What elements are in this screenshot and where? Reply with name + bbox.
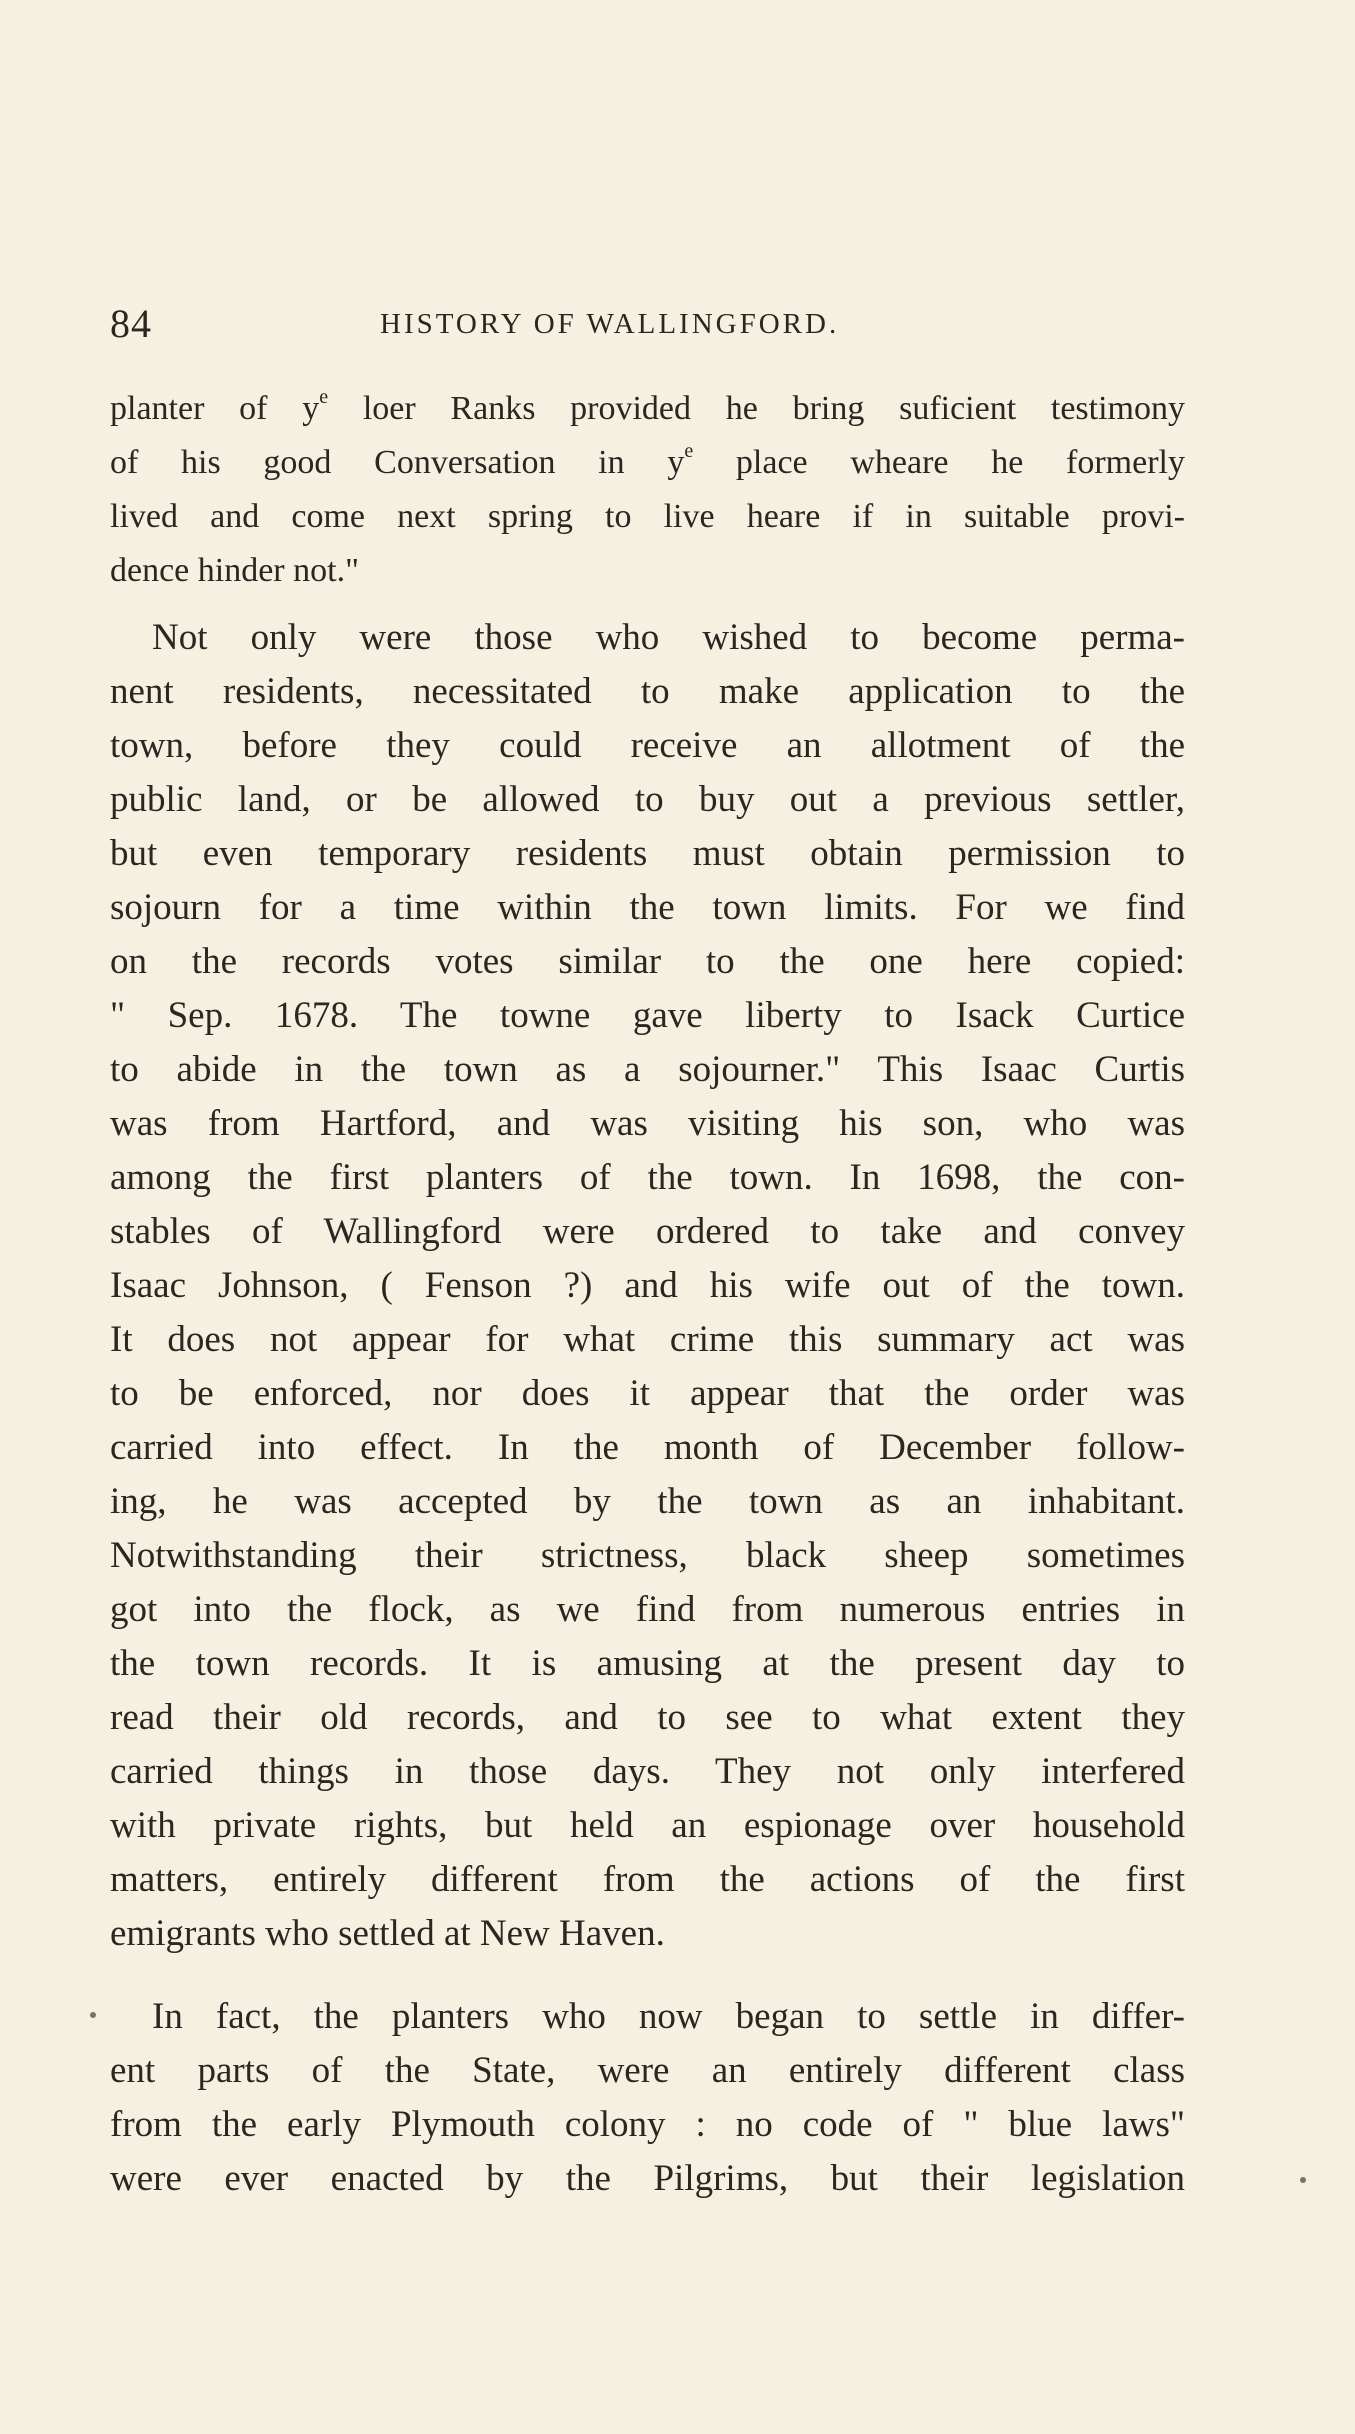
superscript-e: e [684, 440, 694, 462]
text-line: public land, or be allowed to buy out a previous settler, [110, 779, 1185, 820]
text-line: In fact, the planters who now began to settle in differ- [152, 1996, 1185, 2037]
text-line: among the first planters of the town. In 1698, the con- [110, 1157, 1185, 1198]
text-line: It does not appear for what crime this summary act was [110, 1319, 1185, 1360]
text-line: were ever enacted by the Pilgrims, but their legislation [110, 2158, 1185, 2199]
quote-line: planter of $y^e$ loer Ranks provided he bring suficient testimony [110, 386, 1185, 427]
text-line: with private rights, but held an espionage over household [110, 1805, 1185, 1846]
text-line: town, before they could receive an allotment of the [110, 725, 1185, 766]
text-line: to be enforced, nor does it appear that the order was [110, 1373, 1185, 1414]
text-line: the town records. It is amusing at the present day to [110, 1643, 1185, 1684]
text-line: ing, he was accepted by the town as an inhabitant. [110, 1481, 1185, 1522]
quote-continuation [110, 382, 1185, 598]
text-line: Notwithstanding their strictness, black sheep sometimes [110, 1535, 1185, 1576]
text-line: but even temporary residents must obtain permission to [110, 833, 1185, 874]
quote-line: dence hinder not." [110, 552, 359, 589]
text-line: Isaac Johnson, ( Fenson ?) and his wife out of the town. [110, 1265, 1185, 1306]
paper-speck-mark [1300, 2177, 1306, 2183]
paper-speck-mark [90, 2012, 96, 2018]
text-line: ent parts of the State, were an entirely different class [110, 2050, 1185, 2091]
text-line: to abide in the town as a sojourner." This Isaac Curtis [110, 1049, 1185, 1090]
text-line: got into the flock, as we find from numerous entries in [110, 1589, 1185, 1630]
text-line: was from Hartford, and was visiting his son, who was [110, 1103, 1185, 1144]
text-line: nent residents, necessitated to make application to the [110, 671, 1185, 712]
text-line: emigrants who settled at New Haven. [110, 1913, 665, 1954]
text-line: sojourn for a time within the town limits. For we find [110, 887, 1185, 928]
text-line: read their old records, and to see to what extent they [110, 1697, 1185, 1738]
quote-line: of his good Conversation in $y^e$ place wheare he formerly [110, 440, 1185, 481]
text-line: from the early Plymouth colony : no code of " blue laws" [110, 2104, 1185, 2145]
text-line: Not only were those who wished to become perma- [152, 617, 1185, 658]
text-line: on the records votes similar to the one here copied: [110, 941, 1185, 982]
page-number: 84 [110, 301, 152, 346]
superscript-e: e [319, 386, 329, 408]
text-line: " Sep. 1678. The towne gave liberty to Isack Curtice [110, 995, 1185, 1036]
text-line: carried things in those days. They not only interfered [110, 1751, 1185, 1792]
paragraph-2 [110, 1990, 1185, 2206]
running-title: HISTORY OF WALLINGFORD. [380, 308, 840, 340]
text-line: matters, entirely different from the actions of the first [110, 1859, 1185, 1900]
running-head [110, 296, 1185, 352]
paragraph-1 [110, 611, 1185, 1961]
text-line: stables of Wallingford were ordered to take and convey [110, 1211, 1185, 1252]
quote-line: lived and come next spring to live heare if in suitable provi- [110, 498, 1185, 535]
text-line: carried into effect. In the month of December follow- [110, 1427, 1185, 1468]
